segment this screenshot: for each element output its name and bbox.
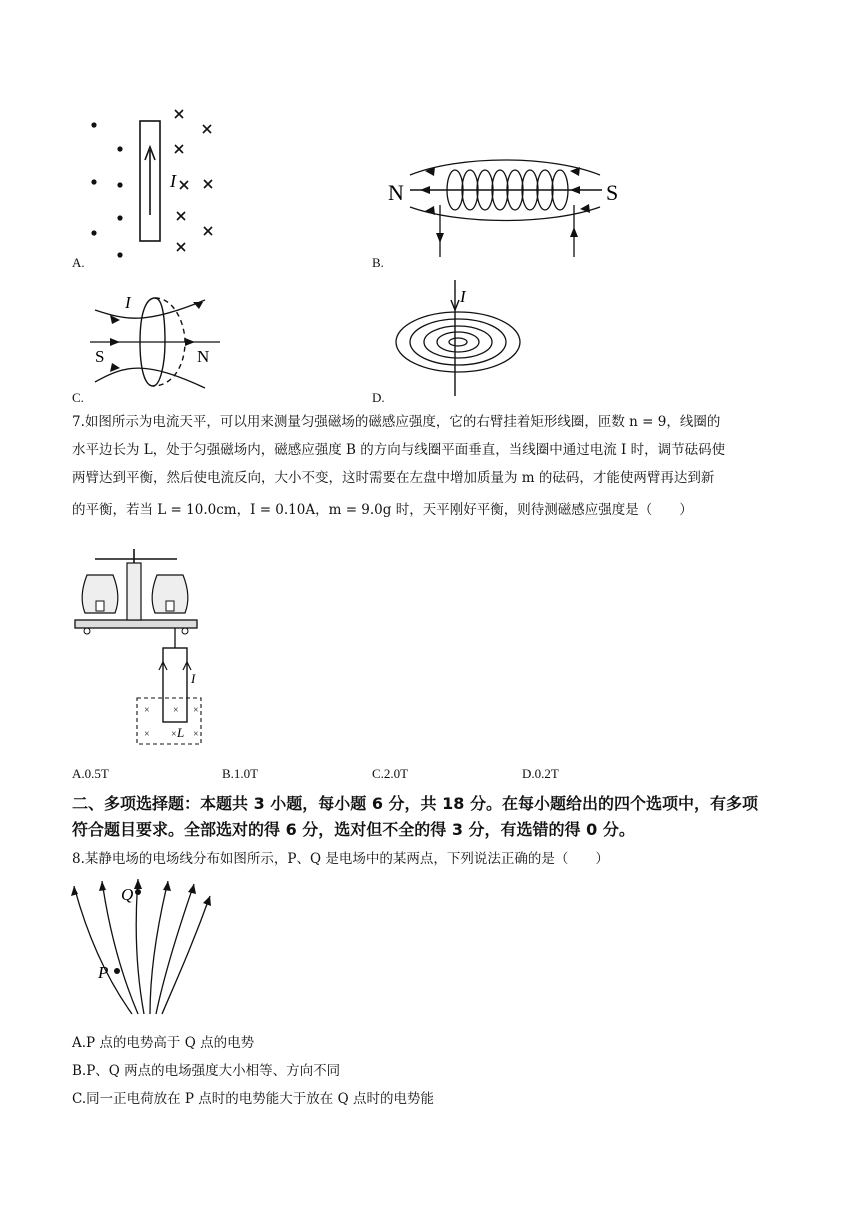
q7-option-b: B.1.0T: [222, 766, 259, 781]
fig-d-current-label: I: [460, 287, 466, 306]
figure-a-straight-wire: [80, 105, 240, 265]
section-2-heading: [72, 791, 802, 843]
fig-c-current-label: I: [125, 293, 131, 312]
q7-line-4: 的平衡，若当 L = 10.0cm，I = 0.10A，m = 9.0g 时，天平刚好平衡，则待测磁感应强度是（ ）: [72, 502, 693, 518]
q6-option-c: C.: [72, 390, 84, 405]
q8-option-c: C.同一正电荷放在 P 点时的电势能大于放在 Q 点时的电势能: [72, 1091, 434, 1107]
question-8-stem: 8.某静电场的电场线分布如图所示，P、Q 是电场中的某两点，下列说法正确的是（ ）: [72, 851, 609, 867]
figure-b-solenoid: [380, 145, 630, 260]
q7-fig-current-label: I: [191, 671, 196, 686]
q7-line-3: 两臂达到平衡，然后使电流反向，大小不变，这时需要在左盘中增加质量为 m 的砝码，才能使两臂再达到新: [72, 470, 715, 486]
figure-current-balance: [75, 545, 205, 750]
q8-option-b: B.P、Q 两点的电场强度大小相等、方向不同: [72, 1063, 341, 1079]
svg-text:×: ×: [193, 729, 199, 740]
q7-option-c: C.2.0T: [372, 766, 409, 781]
fig-c-n-label: N: [197, 347, 210, 366]
q7-line-2: 水平边长为 L，处于匀强磁场内，磁感应强度 B 的方向与线圈平面垂直，当线圈中通过电流 I 时，调节砝码使: [72, 442, 726, 458]
q7-line-1: 7.如图所示为电流天平，可以用来测量匀强磁场的磁感应强度，它的右臂挂着矩形线圈，匝数 n = 9，线圈的: [72, 414, 721, 430]
svg-text:×: ×: [144, 705, 150, 716]
q8-fig-q-label: Q: [121, 885, 134, 904]
fig-b-n-label: N: [388, 180, 404, 205]
q8-fig-p-label: P: [98, 963, 109, 982]
q6-option-a: A.: [72, 255, 85, 270]
figure-electric-field-lines: [72, 876, 212, 1016]
fig-a-current-label: I: [170, 171, 176, 191]
question-7-stem: [72, 408, 802, 524]
svg-text:×: ×: [144, 729, 150, 740]
q7-fig-length-label: L: [177, 725, 185, 740]
q7-option-d: D.0.2T: [522, 766, 559, 781]
section-2-line-1: 二、多项选择题：本题共 3 小题，每小题 6 分，共 18 分。在每小题给出的四个选项中，有多项: [72, 794, 758, 813]
q8-options: [72, 1029, 434, 1113]
figure-c-current-loop: [85, 290, 225, 395]
figure-d-straight-wire-field: [390, 278, 530, 398]
fig-c-s-label: S: [95, 347, 105, 366]
q6-option-d: D.: [372, 390, 385, 405]
q8-option-a: A.P 点的电势高于 Q 点的电势: [72, 1035, 255, 1051]
svg-text:×: ×: [193, 705, 199, 716]
svg-text:×: ×: [173, 705, 179, 716]
svg-text:×: ×: [171, 729, 177, 740]
section-2-line-2: 符合题目要求。全部选对的得 6 分，选对但不全的得 3 分，有选错的得 0 分。: [72, 820, 635, 839]
fig-b-s-label: S: [606, 180, 619, 205]
q6-option-b: B.: [372, 255, 384, 270]
q7-option-a: A.0.5T: [72, 766, 109, 781]
